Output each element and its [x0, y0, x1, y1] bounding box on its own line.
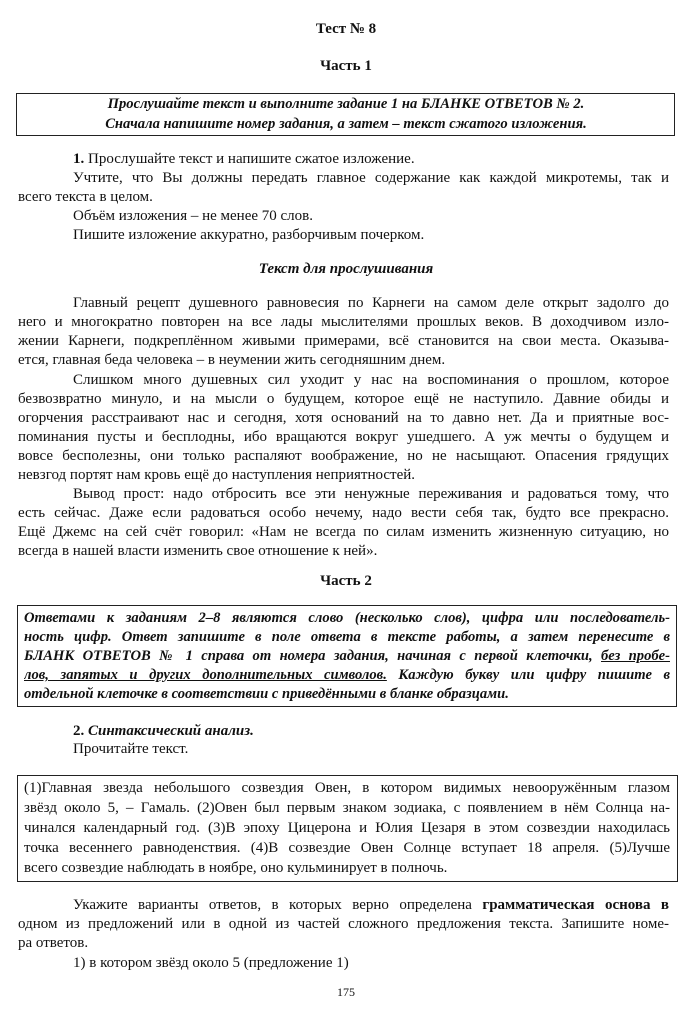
listening-line: всегда в нашей власти изменить свое отношение к ней».: [18, 543, 378, 559]
task2-text-line: точка весеннего равноденствия. (4)В созвездие Овен Солнце вступает 18 апреля. (5)Лучше: [24, 840, 670, 856]
task1-first-line: 1. Прослушайте текст и напишите сжатое изложение.: [73, 151, 415, 167]
answer-option: 1) в котором звёзд около 5 (предложение 1): [73, 955, 349, 971]
task2-text-line: чинался календарный год. (3)В эпоху Цицерона и Юлия Цезаря в этом созвездии находилась: [24, 820, 670, 836]
underlined-text: без пробе-: [601, 648, 670, 664]
part1-instruction-line1: Прослушайте текст и выполните задание 1 на БЛАНКЕ ОТВЕТОВ № 2.: [107, 96, 585, 112]
task1-number: 1.: [73, 151, 85, 167]
page-number: 175: [337, 985, 355, 999]
listening-line: Слишком много душевных сил уходит у нас на воспоминания о прошлом, которое: [73, 372, 669, 388]
part2-instruction-line: ность цифр. Ответ запишите в поле ответа в тексте работы, а затем перенесите в: [24, 629, 670, 645]
task2-text-line: звёзд около 5, – Гамаль. (2)Овен был первым знаком зодиака, с появлением в нём Солнца на-: [24, 800, 670, 816]
listening-line: ется, главная беда человека – в неумении жить сегодняшним днем.: [18, 352, 446, 368]
task2-prompt: Прочитайте текст.: [73, 741, 189, 757]
part2-title: Часть 2: [320, 573, 372, 589]
part2-instruction-line: отдельной клеточке в соответствии с приведёнными в бланке образцами.: [24, 686, 509, 702]
part2-instruction-line: Ответами к заданиям 2–8 являются слово (несколько слов), цифра или последователь-: [24, 610, 670, 626]
task1-line: Объём изложения – не менее 70 слов.: [73, 208, 313, 224]
part1-title: Часть 1: [320, 58, 372, 74]
listening-line: жении Карнеги, подкреплённом живыми примерами, всё становится на свои места. Оказыва-: [18, 333, 669, 349]
task2-question-line: ра ответов.: [18, 935, 89, 951]
listening-line: поминания пусты и бесплодны, ибо вращаются вокруг ушедшего. А уж мечты о будущем и: [18, 429, 669, 445]
listening-line: Главный рецепт душевного равновесия по Карнеги на самом деле открыт задолго до: [73, 295, 669, 311]
bold-term: грамматическая основа в: [482, 897, 669, 913]
task2-question-line: Укажите варианты ответов, в которых верно определена грамматическая основа в: [73, 897, 669, 913]
task2-question-line: одном из предложений или в одной из частей сложного предложения текста. Запишите номе-: [18, 916, 669, 932]
task1-line: Пишите изложение аккуратно, разборчивым почерком.: [73, 227, 425, 243]
listening-line: безвозвратно минуло, и на мысли о будущем, которое ещё не наступило. Давние обиды и: [18, 391, 669, 407]
listening-line: него и многократно повторен на все лады мыслителями прошлых веков. В доходчивом изло-: [18, 314, 669, 330]
listening-line: есть сейчас. Даже если радоваться особо нечему, надо вести себя так, будто все прекрасно.: [18, 505, 669, 521]
part1-instruction-line2: Сначала напишите номер задания, а затем – текст сжатого изложения.: [105, 116, 587, 132]
underlined-text: лов, запятых и других дополнительных символов.: [24, 667, 387, 683]
task2-text-line: (1)Главная звезда небольшого созвездия Овен, в котором видимых невооружённым глазом: [24, 780, 670, 796]
task2-text-line: всего созвездие наблюдать в ноябре, оно кульминирует в полночь.: [24, 860, 448, 876]
part2-instruction-line: лов, запятых и других дополнительных символов. Каждую букву или цифру пишите в: [24, 667, 670, 683]
part2-instruction-line: БЛАНК ОТВЕТОВ № 1 справа от номера задания, начиная с первой клеточки, без пробе-: [24, 648, 670, 664]
listening-line: Вывод прост: надо отбросить все эти ненужные переживания и радоваться тому, что: [73, 486, 669, 502]
task1-line: Учтите, что Вы должны передать главное содержание как каждой микротемы, так и: [73, 170, 669, 186]
test-title: Тест № 8: [315, 21, 377, 37]
task2-heading: 2. Синтаксический анализ.: [73, 723, 254, 739]
listening-line: невзгод портят нам кровь ещё до наступления неприятностей.: [18, 467, 416, 483]
listening-title: Текст для прослушивания: [258, 261, 434, 277]
listening-line: огорчения расстраивают нас и сегодня, хотя оснований на то давно нет. Да и приятные вос-: [18, 410, 669, 426]
listening-line: вовсе бесполезны, они только распаляют воображение, но не насыщают. Опасения грядущих: [18, 448, 669, 464]
task1-line: всего текста в целом.: [18, 189, 153, 205]
listening-line: Ещё Джемс на сей счёт говорил: «Нам не всегда по силам изменить жизненную ситуацию, но: [18, 524, 669, 540]
